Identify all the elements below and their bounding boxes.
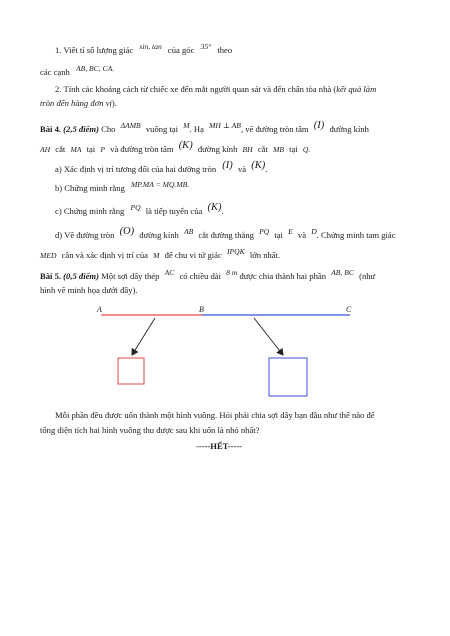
bai4-a-text: a) Xác định vị trí tương đối của hai đường tròn <box>55 164 217 174</box>
bai4-a-and: và <box>237 164 247 174</box>
bai4-a-K: (K) <box>251 160 266 171</box>
bai5-question-line1: Mỗi phần đều được uốn thành một hình vuông. Hỏi phải chia sợi dây bạn đầu như thế nào để <box>55 410 375 420</box>
q2-note1: kết quả làm <box>336 84 377 94</box>
bai4-text-tai: tại <box>86 144 96 154</box>
bai4-text-vuong: vuông tại <box>145 124 179 134</box>
bai5-t4: (như <box>359 271 376 281</box>
bai5-parts: AB, BC <box>331 268 354 277</box>
bai5-t1: Một sợi dây thép <box>101 271 160 281</box>
bai4-d-AB: AB <box>183 227 194 236</box>
bai4-c-PQ: PQ <box>130 203 141 212</box>
bai4-text-diameter: đường kính <box>329 124 369 134</box>
bai4-c-K: (K) <box>207 202 222 213</box>
bai4-b-text: b) Chứng minh rằng <box>55 183 125 193</box>
bai4-P: P <box>100 145 105 154</box>
bai5-t5: hình vẽ minh họa dưới đây). <box>40 285 138 295</box>
bai4-d-t3: cắt đường thẳng <box>198 230 254 240</box>
label-A: A <box>97 305 102 314</box>
q1-text-sides: các cạnh <box>40 67 70 77</box>
bai5-title: Bài 5. <box>40 271 62 281</box>
q1-text-theo: theo <box>217 45 233 55</box>
bai4-BH: BH <box>242 145 253 154</box>
bai5-t2: có chiều dài <box>179 271 221 281</box>
bai4-text-circle: , vẽ đường tròn tâm <box>240 124 309 134</box>
large-square <box>269 358 307 396</box>
bai5-t3: được chia thành hai phần <box>239 271 326 281</box>
bai4-text-tai2: tại <box>289 144 298 154</box>
bai4-d-M: M <box>153 251 160 260</box>
bai4-circle-K: (K) <box>178 140 193 151</box>
bai4-d-t2: đường kính <box>139 230 179 240</box>
bai4-text-circle2: và đường tròn tâm <box>110 144 174 154</box>
bai4-b-equation: MP.MA = MQ.MB. <box>130 180 190 189</box>
q1-text-angle: của góc <box>167 45 195 55</box>
q1-angle: 35° <box>200 42 212 51</box>
bai4-circle-I: (I) <box>313 120 325 131</box>
q2-text: 2. Tính các khoảng cách từ chiếc xe đến mắt người quan sát và đến chân tòa nhà ( <box>55 84 337 94</box>
q2-end: ). <box>111 98 117 108</box>
bai4-MA: MA <box>70 145 82 154</box>
bai4-d-text: d) Vẽ đường tròn <box>55 230 115 240</box>
bai4-c-end: . <box>221 206 224 216</box>
bai4-point-M: M <box>183 121 190 130</box>
bai4-c-mid: là tiếp tuyến của <box>145 206 203 216</box>
bai4-Q: Q. <box>302 145 311 154</box>
end-marker: -----HẾT----- <box>196 441 242 451</box>
arrow-to-large-square <box>254 318 283 355</box>
arrow-to-small-square <box>132 318 155 355</box>
q1-sides: AB, BC, CA. <box>75 64 115 73</box>
bai4-AH: AH <box>40 145 51 154</box>
bai5-score: (0,5 điểm) <box>63 271 99 281</box>
bai4-title: Bài 4. <box>40 124 62 134</box>
bai4-text-cat: cắt <box>55 144 66 154</box>
label-B: B <box>199 305 204 314</box>
bai4-text-cat2: cắt <box>257 144 268 154</box>
bai4-d-IPQK: IPQK <box>226 247 245 256</box>
q1-text: 1. Viết tỉ số lượng giác <box>55 45 134 55</box>
bai4-a-end: . <box>265 164 268 174</box>
bai4-d-PQ: PQ <box>259 227 270 236</box>
bai4-c-text: c) Chứng minh rằng <box>55 206 125 216</box>
bai4-d-t4: tại <box>274 230 283 240</box>
bai4-triangle: ΔAMB <box>120 121 141 130</box>
bai4-text-cho: Cho <box>101 124 116 134</box>
bai4-MB: MB <box>273 145 284 154</box>
bai4-score: (2,5 điểm) <box>63 124 99 134</box>
bai5-AC: AC <box>164 268 175 277</box>
bai4-a-I: (I) <box>222 160 233 171</box>
bai4-d-t7: để chu vi tứ giác <box>164 250 222 260</box>
bai4-d-t5: . Chứng minh tam giác <box>316 230 396 240</box>
bai4-d-t6: cân và xác định vị trí của <box>61 250 148 260</box>
label-C: C <box>346 305 352 314</box>
bai4-text-diameter2: đường kính <box>197 144 238 154</box>
bai4-d-E: E <box>288 227 293 236</box>
bai4-text-ha: . Hạ <box>189 124 204 134</box>
bai5-length: 8 m <box>226 268 238 277</box>
bai4-d-t8: lớn nhất. <box>249 250 281 260</box>
bai4-d-D: D <box>311 227 317 236</box>
small-square <box>118 358 144 384</box>
bai5-question-line2: tổng diện tích hai hình vuông thu được sau khi uốn là nhỏ nhất? <box>40 425 260 435</box>
q1-trig-functions: sin, tan <box>139 42 162 51</box>
q2-note2: tròn đến hàng đơn vị <box>40 98 112 108</box>
bai4-perp: MH ⊥ AB <box>209 121 241 130</box>
bai4-d-and: và <box>297 230 307 240</box>
bai4-d-O: (O) <box>119 226 135 237</box>
bai4-d-MED: MED <box>40 251 57 260</box>
